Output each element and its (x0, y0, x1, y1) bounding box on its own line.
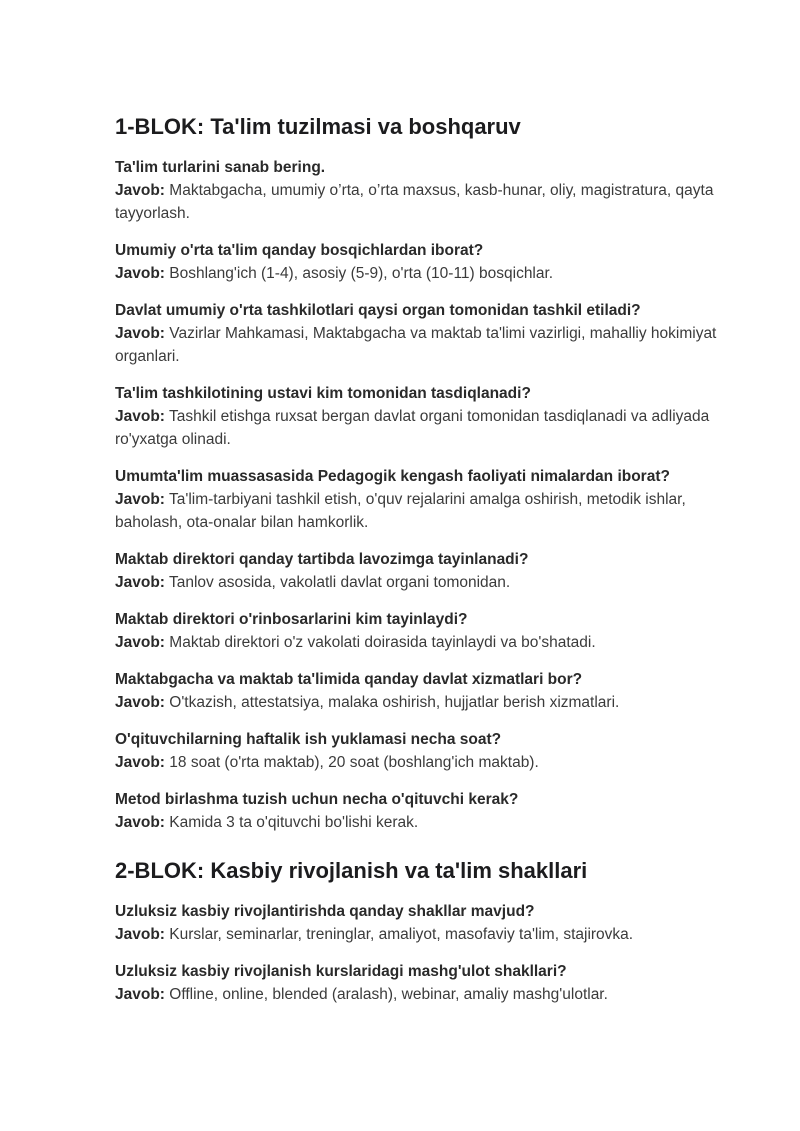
question-text: Maktabgacha va maktab ta'limida qanday davlat xizmatlari bor? (115, 671, 583, 688)
qa-item (115, 465, 730, 534)
question-text: Ta'lim turlarini sanab bering. (115, 159, 326, 176)
question-text: Uzluksiz kasbiy rivojlanish kurslaridagi mashg'ulot shakllari? (115, 963, 567, 980)
qa-item (115, 156, 730, 225)
qa-item (115, 728, 730, 774)
answer-text (115, 179, 730, 225)
question-text: O'qituvchilarning haftalik ish yuklamasi necha soat? (115, 731, 502, 748)
answer-body: Kamida 3 ta o'qituvchi bo'lishi kerak. (169, 814, 419, 831)
answer-text (115, 983, 730, 1006)
question-text: Maktab direktori qanday tartibda lavozimga tayinlanadi? (115, 551, 529, 568)
answer-text (115, 691, 730, 714)
qa-item (115, 299, 730, 368)
answer-body: Vazirlar Mahkamasi, Maktabgacha va maktab ta'limi vazirligi, mahalliy hokimiyat organlari. (115, 325, 717, 365)
answer-label: Javob: (115, 986, 165, 1003)
answer-body: Boshlang'ich (1-4), asosiy (5-9), o'rta (10-11) bosqichlar. (169, 265, 554, 282)
answer-text (115, 923, 730, 946)
answer-text (115, 631, 730, 654)
answer-body: Ta'lim-tarbiyani tashkil etish, o'quv rejalarini amalga oshirish, metodik ishlar, baholash, ota-onalar bilan hamkorlik. (115, 491, 686, 531)
answer-label: Javob: (115, 926, 165, 943)
question-text: Ta'lim tashkilotining ustavi kim tomonidan tasdiqlanadi? (115, 385, 531, 402)
answer-body: O'tkazish, attestatsiya, malaka oshirish, hujjatlar berish xizmatlari. (169, 694, 620, 711)
answer-label: Javob: (115, 325, 165, 342)
answer-body: Maktabgacha, umumiy o’rta, o’rta maxsus, kasb-hunar, oliy, magistratura, qayta tayyorlash. (115, 182, 714, 222)
qa-item (115, 668, 730, 714)
answer-text (115, 811, 730, 834)
qa-item (115, 608, 730, 654)
answer-body: Offline, online, blended (aralash), webinar, amaliy mashg'ulotlar. (169, 986, 608, 1003)
qa-item (115, 960, 730, 1006)
answer-label: Javob: (115, 814, 165, 831)
answer-text (115, 405, 730, 451)
answer-text (115, 571, 730, 594)
answer-label: Javob: (115, 694, 165, 711)
answer-label: Javob: (115, 634, 165, 651)
question-text: Umumiy o'rta ta'lim qanday bosqichlardan iborat? (115, 242, 484, 259)
answer-body: Maktab direktori o'z vakolati doirasida tayinlaydi va bo'shatadi. (169, 634, 596, 651)
answer-text (115, 751, 730, 774)
answer-body: 18 soat (o'rta maktab), 20 soat (boshlang'ich maktab). (169, 754, 539, 771)
answer-label: Javob: (115, 182, 165, 199)
answer-body: Kurslar, seminarlar, treninglar, amaliyot, masofaviy ta'lim, stajirovka. (169, 926, 634, 943)
qa-item (115, 239, 730, 285)
question-text: Uzluksiz kasbiy rivojlantirishda qanday shakllar mavjud? (115, 903, 535, 920)
answer-label: Javob: (115, 265, 165, 282)
answer-label: Javob: (115, 408, 165, 425)
qa-item (115, 382, 730, 451)
question-text: Metod birlashma tuzish uchun necha o'qituvchi kerak? (115, 791, 519, 808)
answer-text (115, 322, 730, 368)
section-heading: 1-BLOK: Ta'lim tuzilmasi va boshqaruv (115, 114, 521, 139)
answer-label: Javob: (115, 574, 165, 591)
answer-label: Javob: (115, 754, 165, 771)
question-text: Davlat umumiy o'rta tashkilotlari qaysi organ tomonidan tashkil etiladi? (115, 302, 641, 319)
answer-text (115, 488, 730, 534)
answer-text (115, 262, 730, 285)
answer-body: Tashkil etishga ruxsat bergan davlat organi tomonidan tasdiqlanadi va adliyada ro'yxatga olinadi. (115, 408, 710, 448)
qa-item (115, 788, 730, 834)
section-heading: 2-BLOK: Kasbiy rivojlanish va ta'lim shakllari (115, 858, 588, 883)
question-text: Umumta'lim muassasasida Pedagogik kengash faoliyati nimalardan iborat? (115, 468, 670, 485)
question-text: Maktab direktori o'rinbosarlarini kim tayinlaydi? (115, 611, 468, 628)
qa-item (115, 900, 730, 946)
answer-body: Tanlov asosida, vakolatli davlat organi tomonidan. (169, 574, 511, 591)
answer-label: Javob: (115, 491, 165, 508)
qa-item (115, 548, 730, 594)
